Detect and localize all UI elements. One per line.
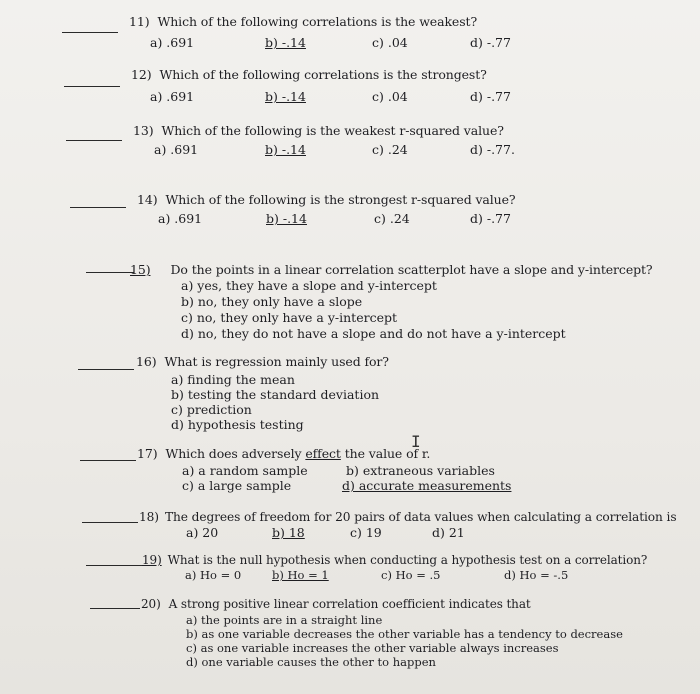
question-stem: 18) The degrees of freedom for 20 pairs of data values when calculating a correlation is bbox=[139, 510, 677, 524]
option-c[interactable]: c) Ho = .5 bbox=[381, 568, 441, 582]
question-stem: 16) What is regression mainly used for? bbox=[136, 354, 389, 369]
option-b[interactable]: b) testing the standard deviation bbox=[171, 387, 380, 402]
option-c[interactable]: c) as one variable increases the other variable always increases bbox=[186, 641, 559, 655]
option-d[interactable]: d) Ho = -.5 bbox=[504, 568, 569, 582]
answer-blank[interactable] bbox=[66, 140, 122, 141]
option-a[interactable]: a) a random sample bbox=[182, 463, 308, 478]
option-a[interactable]: a) .691 bbox=[158, 211, 203, 226]
option-d[interactable]: d) -.77 bbox=[470, 89, 511, 104]
option-a[interactable]: a) finding the mean bbox=[171, 372, 295, 387]
answer-blank[interactable] bbox=[78, 369, 134, 370]
answer-blank[interactable] bbox=[62, 32, 118, 33]
text-cursor-icon: I bbox=[411, 432, 421, 451]
option-d[interactable]: d) 21 bbox=[432, 525, 465, 540]
option-b[interactable]: b) Ho = 1 bbox=[272, 568, 329, 582]
option-d[interactable]: d) no, they do not have a slope and do not have a y-intercept bbox=[181, 326, 566, 341]
question-stem: 11) Which of the following correlations is the weakest? bbox=[129, 14, 478, 29]
answer-blank[interactable] bbox=[82, 522, 138, 523]
option-a[interactable]: a) the points are in a straight line bbox=[186, 613, 383, 627]
question-stem: 20) A strong positive linear correlation coefficient indicates that bbox=[141, 597, 531, 611]
option-b[interactable]: b) extraneous variables bbox=[346, 463, 495, 478]
answer-blank[interactable] bbox=[80, 460, 136, 461]
option-c[interactable]: c) .24 bbox=[374, 211, 410, 226]
answer-blank[interactable] bbox=[86, 272, 134, 273]
option-b[interactable]: b) 18 bbox=[272, 525, 305, 540]
option-d[interactable]: d) -.77 bbox=[470, 35, 511, 50]
answer-blank[interactable] bbox=[90, 608, 140, 609]
option-a[interactable]: a) .691 bbox=[150, 89, 195, 104]
option-b[interactable]: b) -.14 bbox=[265, 142, 306, 157]
option-b[interactable]: b) no, they only have a slope bbox=[181, 294, 363, 309]
answer-blank[interactable] bbox=[70, 207, 126, 208]
question-stem: 17) Which does adversely effect the value of r. bbox=[137, 446, 431, 461]
option-d[interactable]: d) -.77. bbox=[470, 142, 515, 157]
question-stem: 12) Which of the following correlations is the strongest? bbox=[131, 67, 487, 82]
option-a[interactable]: a) .691 bbox=[150, 35, 195, 50]
answer-blank[interactable] bbox=[64, 86, 120, 87]
option-d[interactable]: d) -.77 bbox=[470, 211, 511, 226]
option-c[interactable]: c) .04 bbox=[372, 35, 408, 50]
option-a[interactable]: a) yes, they have a slope and y-intercept bbox=[181, 278, 437, 293]
option-c[interactable]: c) no, they only have a y-intercept bbox=[181, 310, 398, 325]
question-stem: 19) What is the null hypothesis when conducting a hypothesis test on a correlation? bbox=[142, 553, 648, 567]
option-c[interactable]: c) a large sample bbox=[182, 478, 292, 493]
option-b[interactable]: b) -.14 bbox=[266, 211, 307, 226]
option-c[interactable]: c) .04 bbox=[372, 89, 408, 104]
option-a[interactable]: a) .691 bbox=[154, 142, 199, 157]
option-c[interactable]: c) .24 bbox=[372, 142, 408, 157]
option-b[interactable]: b) -.14 bbox=[265, 89, 306, 104]
question-stem: 15) Do the points in a linear correlation scatterplot have a slope and y-intercept? bbox=[130, 262, 653, 277]
option-b[interactable]: b) -.14 bbox=[265, 35, 306, 50]
option-a[interactable]: a) Ho = 0 bbox=[185, 568, 242, 582]
question-stem: 13) Which of the following is the weakest r-squared value? bbox=[133, 123, 504, 138]
answer-blank[interactable] bbox=[86, 565, 142, 566]
option-a[interactable]: a) 20 bbox=[186, 525, 219, 540]
option-b[interactable]: b) as one variable decreases the other variable has a tendency to decrease bbox=[186, 627, 623, 641]
option-d[interactable]: d) one variable causes the other to happen bbox=[186, 655, 436, 669]
option-c[interactable]: c) 19 bbox=[350, 525, 382, 540]
option-d[interactable]: d) accurate measurements bbox=[342, 478, 512, 493]
option-c[interactable]: c) prediction bbox=[171, 402, 252, 417]
option-d[interactable]: d) hypothesis testing bbox=[171, 417, 304, 432]
question-stem: 14) Which of the following is the strongest r-squared value? bbox=[137, 192, 516, 207]
